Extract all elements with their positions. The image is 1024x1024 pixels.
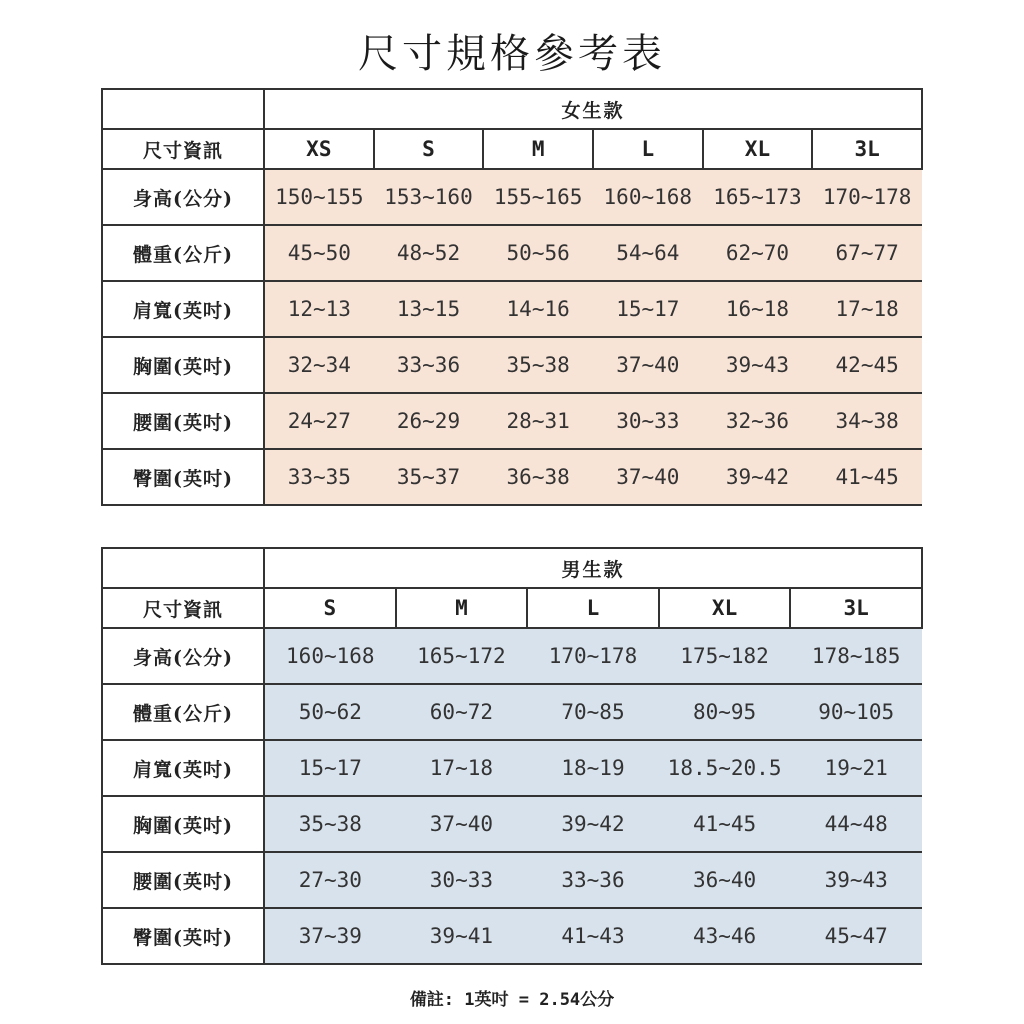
value-cell: 18.5~20.5 [659, 740, 791, 796]
size-info-label: 尺寸資訊 [102, 129, 264, 169]
value-cell: 39~41 [396, 908, 528, 964]
value-cell: 15~17 [593, 281, 703, 337]
value-cell: 19~21 [790, 740, 922, 796]
value-cell: 39~43 [703, 337, 813, 393]
size-header: M [396, 588, 528, 628]
value-cell: 150~155 [264, 169, 374, 225]
value-cell: 42~45 [812, 337, 922, 393]
value-cell: 37~40 [593, 337, 703, 393]
row-label: 胸圍(英吋) [102, 337, 264, 393]
value-cell: 48~52 [374, 225, 484, 281]
value-cell: 62~70 [703, 225, 813, 281]
value-cell: 12~13 [264, 281, 374, 337]
size-header: L [593, 129, 703, 169]
size-header: XS [264, 129, 374, 169]
value-cell: 17~18 [812, 281, 922, 337]
value-cell: 26~29 [374, 393, 484, 449]
value-cell: 41~43 [527, 908, 659, 964]
value-cell: 33~36 [374, 337, 484, 393]
value-cell: 44~48 [790, 796, 922, 852]
row-label: 身高(公分) [102, 628, 264, 684]
value-cell: 33~36 [527, 852, 659, 908]
table-row [102, 852, 922, 908]
value-cell: 80~95 [659, 684, 791, 740]
value-cell: 32~34 [264, 337, 374, 393]
value-cell: 30~33 [396, 852, 528, 908]
table-row [102, 628, 922, 684]
value-cell: 35~37 [374, 449, 484, 505]
size-header: S [264, 588, 396, 628]
value-cell: 160~168 [593, 169, 703, 225]
size-header: XL [703, 129, 813, 169]
value-cell: 41~45 [659, 796, 791, 852]
page-title: 尺寸規格參考表 [358, 31, 666, 77]
size-header: XL [659, 588, 791, 628]
value-cell: 43~46 [659, 908, 791, 964]
value-cell: 160~168 [264, 628, 396, 684]
footnote: 備註: 1英吋 = 2.54公分 [409, 990, 615, 1010]
value-cell: 33~35 [264, 449, 374, 505]
value-cell: 34~38 [812, 393, 922, 449]
row-label: 腰圍(英吋) [102, 852, 264, 908]
value-cell: 45~50 [264, 225, 374, 281]
value-cell: 41~45 [812, 449, 922, 505]
size-header: S [374, 129, 484, 169]
value-cell: 165~172 [396, 628, 528, 684]
value-cell: 39~42 [527, 796, 659, 852]
value-cell: 175~182 [659, 628, 791, 684]
value-cell: 35~38 [483, 337, 593, 393]
value-cell: 54~64 [593, 225, 703, 281]
table-row [102, 684, 922, 740]
value-cell: 39~43 [790, 852, 922, 908]
women-heading: 女生款 [264, 89, 922, 129]
row-label: 體重(公斤) [102, 684, 264, 740]
size-header: 3L [812, 129, 922, 169]
size-header: L [527, 588, 659, 628]
value-cell: 155~165 [483, 169, 593, 225]
men-heading: 男生款 [264, 548, 922, 588]
value-cell: 24~27 [264, 393, 374, 449]
value-cell: 170~178 [527, 628, 659, 684]
value-cell: 35~38 [264, 796, 396, 852]
table-row [102, 740, 922, 796]
value-cell: 30~33 [593, 393, 703, 449]
value-cell: 32~36 [703, 393, 813, 449]
row-label: 臀圍(英吋) [102, 449, 264, 505]
table-row [102, 281, 922, 337]
value-cell: 15~17 [264, 740, 396, 796]
value-cell: 90~105 [790, 684, 922, 740]
size-info-label: 尺寸資訊 [102, 588, 264, 628]
row-label: 臀圍(英吋) [102, 908, 264, 964]
value-cell: 37~40 [396, 796, 528, 852]
women-size-table [101, 88, 923, 506]
row-label: 胸圍(英吋) [102, 796, 264, 852]
value-cell: 70~85 [527, 684, 659, 740]
value-cell: 17~18 [396, 740, 528, 796]
value-cell: 170~178 [812, 169, 922, 225]
value-cell: 153~160 [374, 169, 484, 225]
value-cell: 67~77 [812, 225, 922, 281]
row-label: 肩寬(英吋) [102, 281, 264, 337]
men-size-table [101, 547, 923, 965]
value-cell: 50~62 [264, 684, 396, 740]
table-row [102, 337, 922, 393]
value-cell: 37~40 [593, 449, 703, 505]
table-row [102, 908, 922, 964]
table-row [102, 796, 922, 852]
value-cell: 39~42 [703, 449, 813, 505]
value-cell: 60~72 [396, 684, 528, 740]
value-cell: 178~185 [790, 628, 922, 684]
table-row [102, 393, 922, 449]
value-cell: 37~39 [264, 908, 396, 964]
blank-corner-cell [102, 548, 264, 588]
value-cell: 50~56 [483, 225, 593, 281]
table-row [102, 449, 922, 505]
value-cell: 13~15 [374, 281, 484, 337]
row-label: 體重(公斤) [102, 225, 264, 281]
value-cell: 18~19 [527, 740, 659, 796]
table-row [102, 169, 922, 225]
table-row [102, 225, 922, 281]
size-header: M [483, 129, 593, 169]
value-cell: 165~173 [703, 169, 813, 225]
value-cell: 28~31 [483, 393, 593, 449]
row-label: 肩寬(英吋) [102, 740, 264, 796]
row-label: 身高(公分) [102, 169, 264, 225]
size-header: 3L [790, 588, 922, 628]
blank-corner-cell [102, 89, 264, 129]
value-cell: 45~47 [790, 908, 922, 964]
value-cell: 14~16 [483, 281, 593, 337]
row-label: 腰圍(英吋) [102, 393, 264, 449]
value-cell: 36~40 [659, 852, 791, 908]
value-cell: 36~38 [483, 449, 593, 505]
value-cell: 16~18 [703, 281, 813, 337]
value-cell: 27~30 [264, 852, 396, 908]
